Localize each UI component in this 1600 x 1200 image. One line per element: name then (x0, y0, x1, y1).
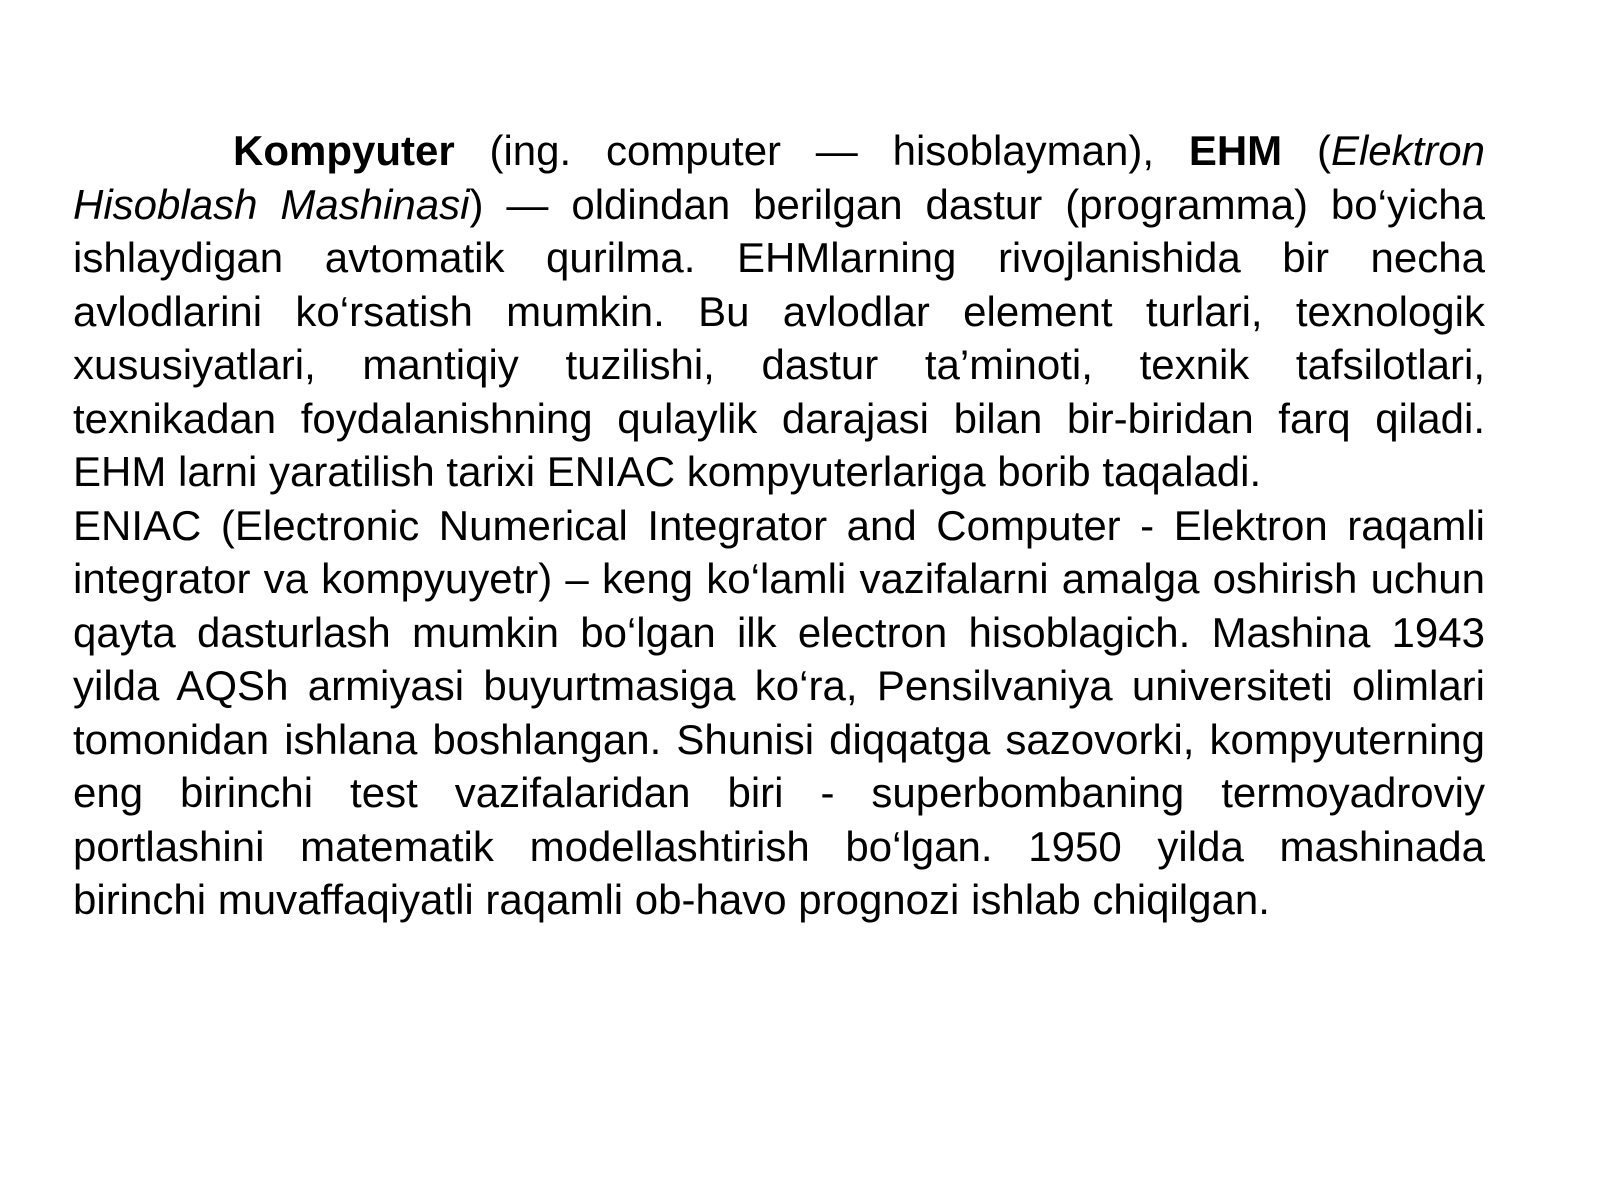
term-ehm: EHM (1188, 127, 1283, 174)
text-body (73, 124, 1485, 927)
paragraph-segment: ( (1282, 127, 1331, 174)
paragraph-segment: ) — oldindan berilgan dastur (programma) bo‘yicha ishlaydigan avtomatik qurilma. EHMlarning rivojlanishida bir necha avlodlarini ko‘rsatish mumkin. Bu avlodlar element turlari, texnologik xususiyatlari, mantiqiy tuzilishi, dastur ta’minoti, texnik tafsilotlari, texnikadan foydalanishning qulaylik darajasi bilan bir-biridan farq qiladi. EHM larni yaratilish tarixi ENIAC kompyuterlariga borib taqaladi. (73, 180, 1485, 495)
paragraph-kompyuter-definition (73, 124, 1485, 499)
term-kompyuter: Kompyuter (233, 127, 455, 174)
term-ehm-expansion: Elektron Hisoblash Mashinasi (73, 127, 1486, 228)
paragraph-eniac: ENIAC (Electronic Numerical Integrator and Computer - Elektron raqamli integrator va kompyuyetr) – keng ko‘lamli vazifalarni amalga oshirish uchun qayta dasturlash mumkin bo‘lgan ilk electron hisoblagich. Mashina 1943 yilda AQSh armiyasi buyurtmasiga ko‘ra, Pensilvaniya universiteti olimlari tomonidan ishlana boshlangan. Shunisi diqqatga sazovorki, kompyuterning eng birinchi test vazifalaridan biri - superbombaning termoyadroviy portlashini matematik modellashtirish bo‘lgan. 1950 yilda mashinada birinchi muvaffaqiyatli raqamli ob-havo prognozi ishlab chiqilgan. (73, 501, 1485, 923)
paragraph-segment: (ing. computer — hisoblayman), (454, 127, 1189, 174)
